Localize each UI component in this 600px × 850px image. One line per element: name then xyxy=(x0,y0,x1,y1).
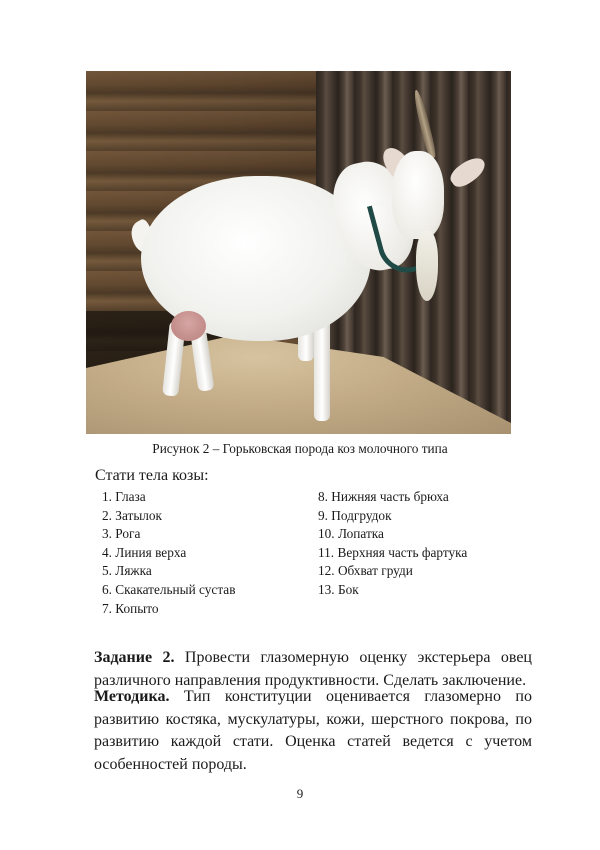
list-item: 2. Затылок xyxy=(102,507,163,523)
goat-beard xyxy=(416,231,438,301)
body-parts-list-left xyxy=(102,488,235,618)
list-item: 11. Верхняя часть фартука xyxy=(318,544,468,560)
task-label: Задание 2. xyxy=(94,649,175,666)
list-item: 5. Ляжка xyxy=(102,563,152,579)
body-parts-list-right xyxy=(318,488,467,600)
list-item: 4. Линия верха xyxy=(102,544,187,560)
list-item: 1. Глаза xyxy=(102,489,146,504)
list-item: 8. Нижняя часть брюха xyxy=(318,489,449,504)
list-item: 7. Копыто xyxy=(102,600,159,616)
method-label: Методика. xyxy=(94,688,170,705)
task-text: Провести глазомерную оценку экстерьера овец различного направления продуктивности. Сделать заключение. xyxy=(94,649,532,689)
list-item: 10. Лопатка xyxy=(318,526,384,542)
method-paragraph xyxy=(94,686,532,776)
method-text: Тип конституции оценивается глазомерно по развитию костяка, мускулатуры, кожи, шерстного покрова, по развитию каждой стати. Оценка статей ведется с учетом особенностей породы. xyxy=(94,688,532,773)
list-item: 9. Подгрудок xyxy=(318,507,392,523)
page-number: 9 xyxy=(296,786,304,801)
list-item: 3. Рога xyxy=(102,526,141,542)
body-parts-heading: Стати тела козы: xyxy=(95,467,209,484)
figure-caption: Рисунок 2 – Горьковская порода коз молочного типа xyxy=(152,441,448,456)
goat-udder xyxy=(171,311,206,341)
list-item: 13. Бок xyxy=(318,581,359,597)
goat-photo xyxy=(86,71,511,434)
list-item: 6. Скакательный сустав xyxy=(102,581,236,597)
list-item: 12. Обхват груди xyxy=(318,563,413,579)
goat-front-leg xyxy=(314,316,330,421)
goat-head xyxy=(392,151,444,239)
